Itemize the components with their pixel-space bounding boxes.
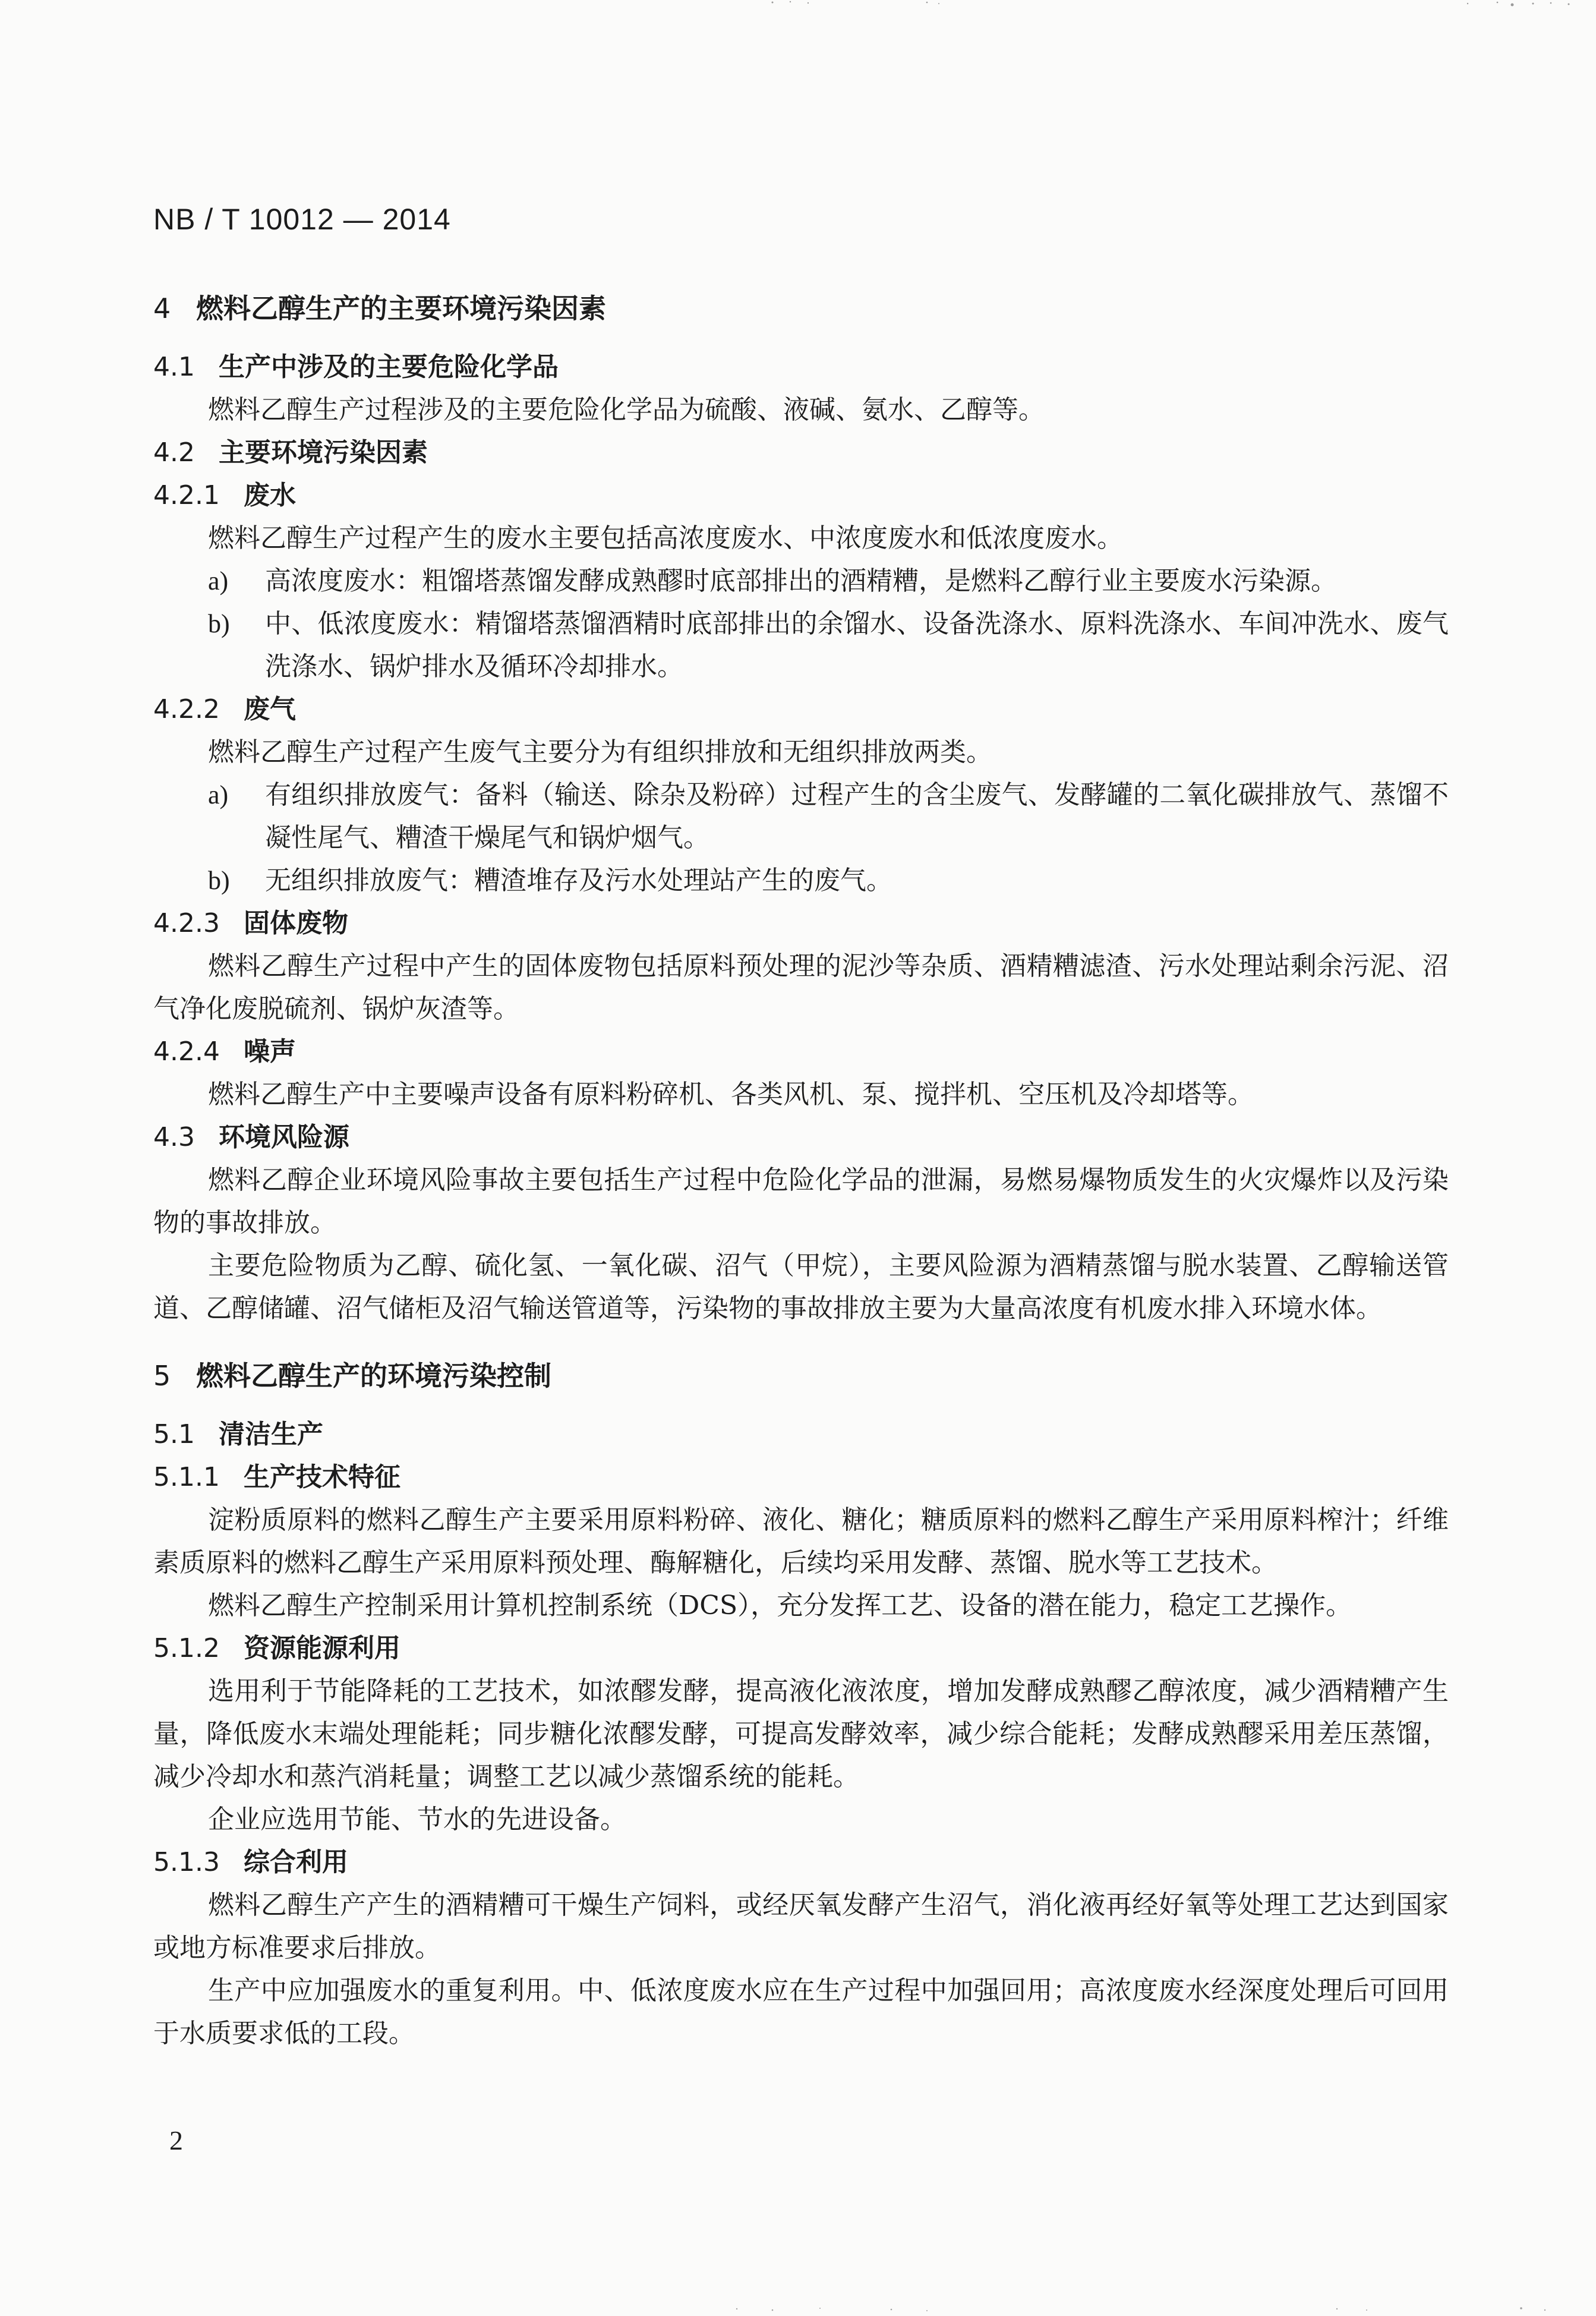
section-title: 噪声 — [244, 1036, 296, 1067]
section-number: 4.3 — [153, 1122, 195, 1152]
section-number: 4.2.2 — [153, 694, 220, 724]
section-title: 环境风险源 — [219, 1122, 349, 1152]
section-4-1-heading — [153, 346, 1449, 389]
section-5-1-heading — [153, 1413, 1449, 1456]
section-number: 4.2.1 — [153, 480, 220, 511]
page-number: 2 — [169, 2125, 183, 2156]
section-5-1-2-heading — [153, 1627, 1449, 1670]
section-5-1-3-heading — [153, 1841, 1449, 1884]
paragraph: 燃料乙醇生产过程中产生的固体废物包括原料预处理的泥沙等杂质、酒精糟滤渣、污水处理站剩余污泥、沼气净化废脱硫剂、锅炉灰渣等。 — [153, 951, 1449, 1024]
section-4-2-3-heading — [153, 902, 1449, 945]
list-item-text: 有组织排放废气：备料（输送、除杂及粉碎）过程产生的含尘废气、发酵罐的二氧化碳排放气、蒸馏不凝性尾气、糟渣干燥尾气和锅炉烟气。 — [265, 780, 1449, 853]
document-body — [153, 284, 1449, 2055]
section-title: 燃料乙醇生产的主要环境污染因素 — [196, 292, 606, 324]
section-title: 生产技术特征 — [244, 1462, 400, 1492]
paragraph: 主要危险物质为乙醇、硫化氢、一氧化碳、沼气（甲烷），主要风险源为酒精蒸馏与脱水装置、乙醇输送管道、乙醇储罐、沼气储柜及沼气输送管道等，污染物的事故排放主要为大量高浓度有机废水排入环境水体。 — [153, 1250, 1449, 1324]
section-title: 主要环境污染因素 — [219, 437, 428, 468]
section-4-3-heading — [153, 1116, 1449, 1159]
list-item — [153, 603, 1449, 688]
section-title: 废水 — [244, 480, 296, 511]
section-number: 5.1.3 — [153, 1847, 220, 1877]
list-item — [153, 560, 1449, 603]
section-number: 5.1.1 — [153, 1462, 220, 1492]
section-4-2-heading — [153, 431, 1449, 474]
list-marker: b) — [208, 866, 230, 895]
paragraph: 选用利于节能降耗的工艺技术，如浓醪发酵，提高液化液浓度，增加发酵成熟醪乙醇浓度，减少酒精糟产生量，降低废水末端处理能耗；同步糖化浓醪发酵，可提高发酵效率，减少综合能耗；发酵成熟醪采用差压蒸馏，减少冷却水和蒸汽消耗量；调整工艺以减少蒸馏系统的能耗。 — [153, 1676, 1449, 1792]
list-item — [153, 774, 1449, 859]
paragraph: 燃料乙醇企业环境风险事故主要包括生产过程中危险化学品的泄漏，易燃易爆物质发生的火灾爆炸以及污染物的事故排放。 — [153, 1165, 1449, 1238]
section-5-1-1-heading — [153, 1456, 1449, 1499]
section-4-2-4-heading — [153, 1031, 1449, 1073]
section-title: 综合利用 — [244, 1847, 348, 1877]
section-number: 5 — [153, 1360, 171, 1392]
section-title: 清洁生产 — [219, 1419, 323, 1450]
section-title: 固体废物 — [244, 908, 348, 938]
list-marker: a) — [208, 566, 229, 595]
section-number: 4.2 — [153, 437, 195, 468]
paragraph: 生产中应加强废水的重复利用。中、低浓度废水应在生产过程中加强回用；高浓度废水经深度处理后可回用于水质要求低的工段。 — [153, 1975, 1449, 2049]
section-number: 4.2.3 — [153, 908, 220, 938]
paragraph: 燃料乙醇生产产生的酒精糟可干燥生产饲料，或经厌氧发酵产生沼气，消化液再经好氧等处理工艺达到国家或地方标准要求后排放。 — [153, 1890, 1449, 1963]
list-marker: b) — [208, 609, 230, 638]
paragraph: 企业应选用节能、节水的先进设备。 — [208, 1804, 626, 1835]
section-title: 资源能源利用 — [244, 1633, 400, 1663]
scan-noise-top — [0, 0, 1596, 24]
section-4-heading — [153, 284, 1449, 333]
section-5-heading — [153, 1351, 1449, 1400]
list-item-text: 中、低浓度废水：精馏塔蒸馏酒精时底部排出的余馏水、设备洗涤水、原料洗涤水、车间冲洗水、废气洗涤水、锅炉排水及循环冷却排水。 — [265, 609, 1449, 682]
paragraph: 燃料乙醇生产控制采用计算机控制系统（DCS），充分发挥工艺、设备的潜在能力，稳定工艺操作。 — [208, 1590, 1352, 1621]
section-title: 生产中涉及的主要危险化学品 — [219, 352, 559, 382]
section-number: 4.1 — [153, 352, 195, 382]
section-title: 废气 — [244, 694, 296, 724]
paragraph: 燃料乙醇生产过程产生废气主要分为有组织排放和无组织排放两类。 — [208, 737, 992, 767]
paragraph: 燃料乙醇生产过程涉及的主要危险化学品为硫酸、液碱、氨水、乙醇等。 — [208, 395, 1045, 425]
list-item — [153, 859, 1449, 902]
list-item-text: 无组织排放废气：糟渣堆存及污水处理站产生的废气。 — [265, 865, 892, 896]
list-marker: a) — [208, 780, 229, 809]
section-number: 4.2.4 — [153, 1036, 220, 1067]
section-title: 燃料乙醇生产的环境污染控制 — [196, 1360, 551, 1392]
paragraph: 淀粉质原料的燃料乙醇生产主要采用原料粉碎、液化、糖化；糖质原料的燃料乙醇生产采用原料榨汁；纤维素质原料的燃料乙醇生产采用原料预处理、酶解糖化，后续均采用发酵、蒸馏、脱水等工艺技术。 — [153, 1505, 1449, 1578]
section-number: 5.1 — [153, 1419, 195, 1450]
document-header: NB / T 10012 — 2014 — [153, 203, 451, 236]
section-number: 5.1.2 — [153, 1633, 220, 1663]
scan-noise-bottom — [0, 2292, 1596, 2316]
paragraph: 燃料乙醇生产过程产生的废水主要包括高浓度废水、中浓度废水和低浓度废水。 — [208, 523, 1123, 553]
section-4-2-1-heading — [153, 474, 1449, 517]
paragraph: 燃料乙醇生产中主要噪声设备有原料粉碎机、各类风机、泵、搅拌机、空压机及冷却塔等。 — [208, 1079, 1254, 1110]
section-4-2-2-heading — [153, 688, 1449, 731]
list-item-text: 高浓度废水：粗馏塔蒸馏发酵成熟醪时底部排出的酒精糟，是燃料乙醇行业主要废水污染源。 — [265, 566, 1337, 596]
section-number: 4 — [153, 292, 171, 324]
